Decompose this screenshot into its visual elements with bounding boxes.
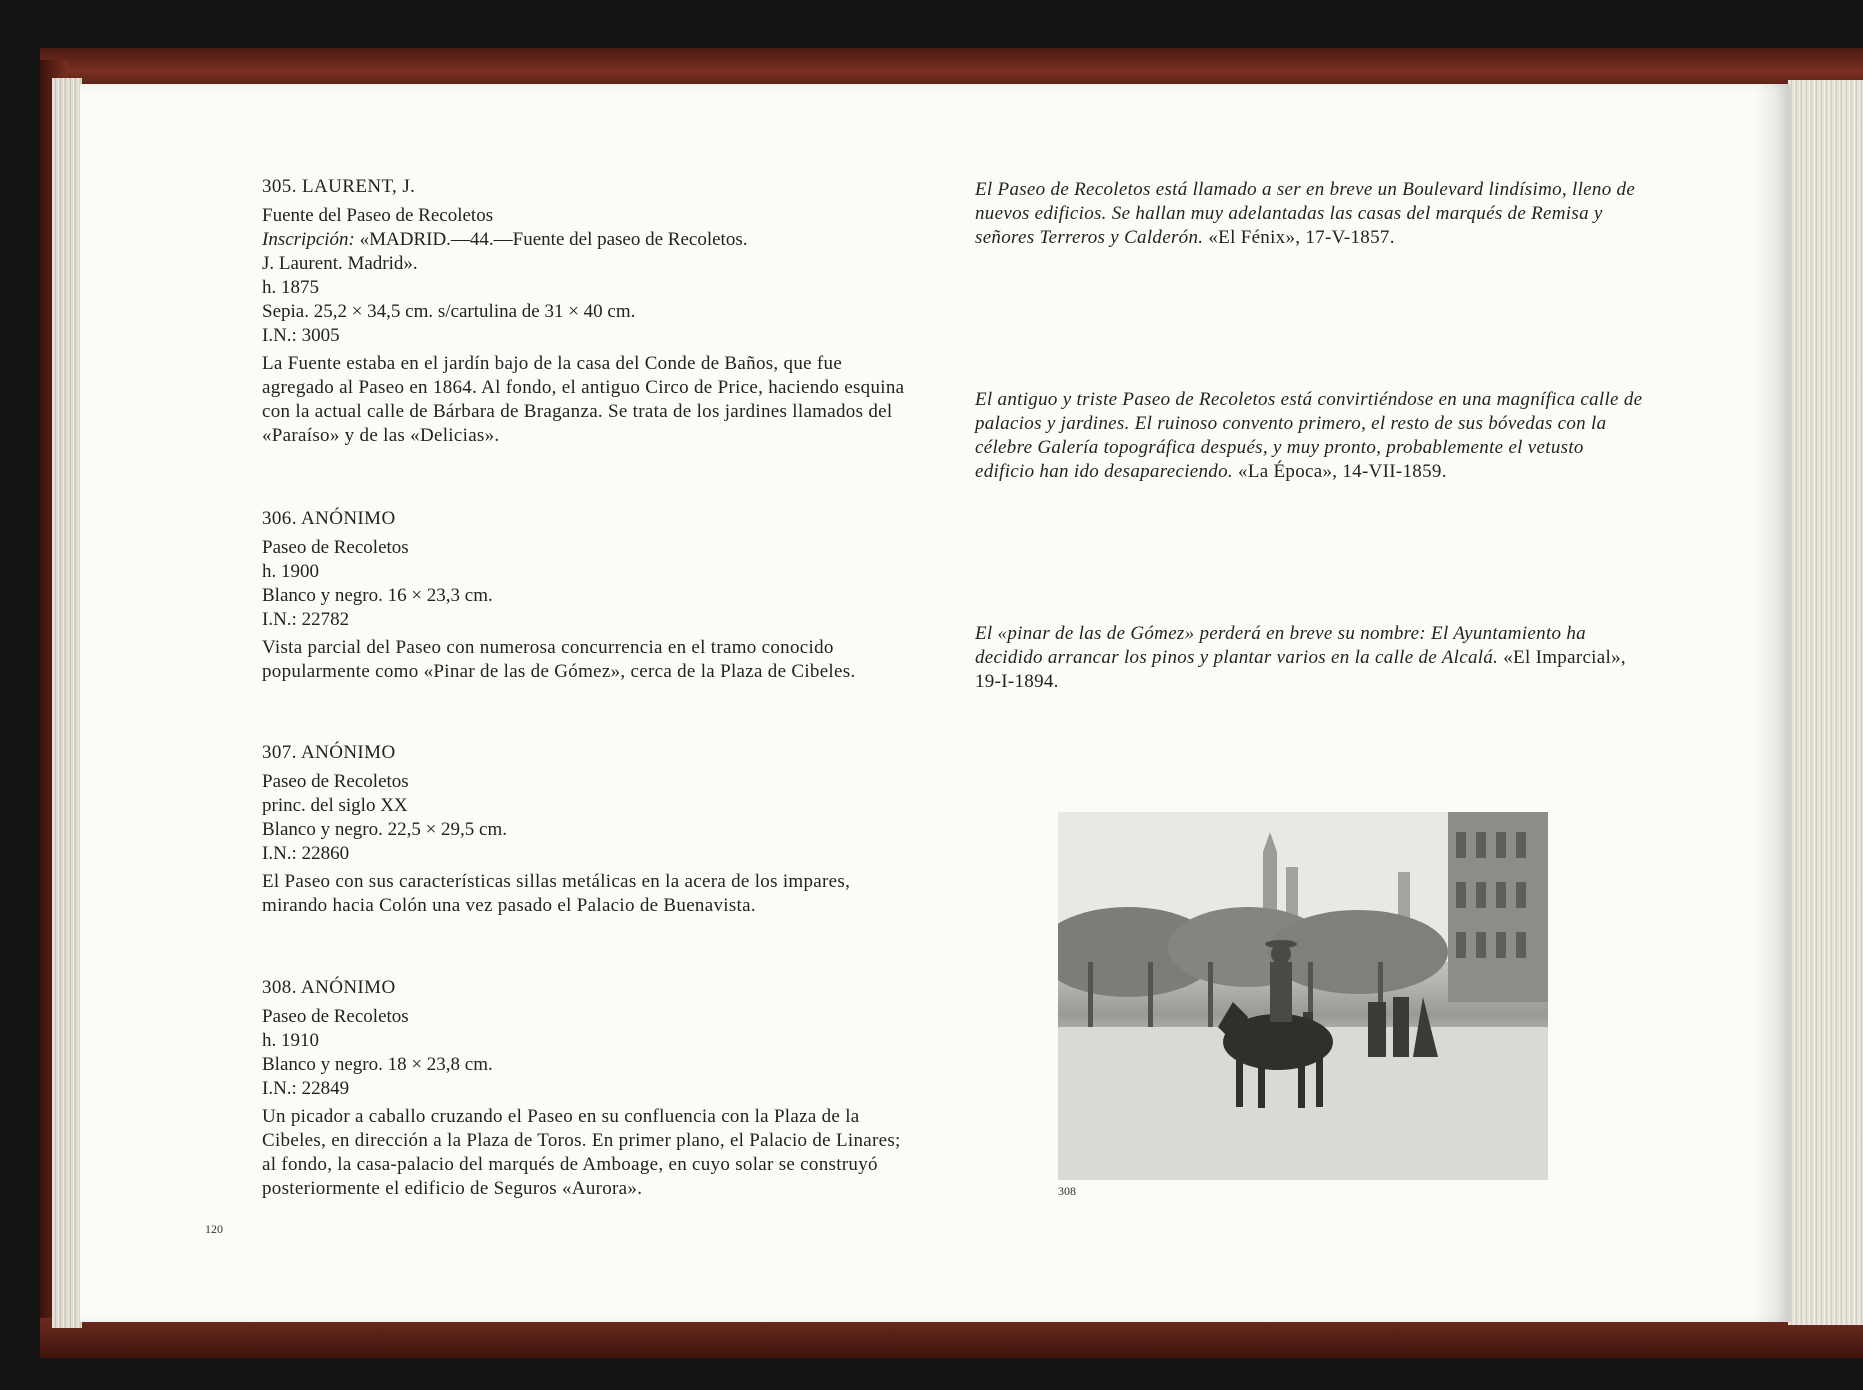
entry-date: h. 1900 xyxy=(262,561,319,582)
quote-source: «La Época», 14-VII-1859. xyxy=(1232,461,1447,482)
photo-illustration xyxy=(1058,812,1548,1180)
inscription-label: Inscripción: xyxy=(262,229,355,250)
quote-source: «El Fénix», 17-V-1857. xyxy=(1203,227,1395,248)
quote-source: «El Imparcial», 19-I-1894. xyxy=(975,647,1626,692)
press-quote-3 xyxy=(975,622,1645,694)
entry-medium: Blanco y negro. 22,5 × 29,5 cm. xyxy=(262,819,508,840)
page-gutter-shadow xyxy=(1755,84,1790,1322)
entry-description: Un picador a caballo cruzando el Paseo en su confluencia con la Plaza de la Cibeles, en dirección a la Plaza de Toros. En primer plano, el Palacio de Linares; al fondo, la casa-palacio del marqués de Amboage, en cuyo solar se construyó posteriormente el edificio de Seguros «Aurora». xyxy=(262,1106,901,1199)
photograph-picador-on-horse xyxy=(1058,812,1548,1180)
entry-inventory: I.N.: 22782 xyxy=(262,609,350,630)
entry-title: Paseo de Recoletos xyxy=(262,537,409,558)
entry-inventory: I.N.: 3005 xyxy=(262,325,340,346)
entry-date: princ. del siglo XX xyxy=(262,795,408,816)
entry-title: Paseo de Recoletos xyxy=(262,1006,409,1027)
catalog-entry-307 xyxy=(262,742,922,918)
quote-text: El Paseo de Recoletos está llamado a ser en breve un Boulevard lindísimo, lleno de nuevos edificios. Se hallan muy adelantadas las casas del marqués de Remisa y señores Terreros y Calderón. xyxy=(975,179,1636,248)
entry-inscription xyxy=(262,228,922,252)
book-cover-bottom xyxy=(40,1318,1863,1358)
inscription-text: «MADRID.—44.—Fuente del paseo de Recoletos. xyxy=(359,229,748,250)
entry-description: El Paseo con sus características sillas metálicas en la acera de los impares, mirando hacia Colón una vez pasado el Palacio de Buenavista. xyxy=(262,871,851,916)
entry-title: Paseo de Recoletos xyxy=(262,771,409,792)
entry-heading: 305. LAURENT, J. xyxy=(262,176,416,197)
entry-date: h. 1875 xyxy=(262,277,319,298)
press-quote-2 xyxy=(975,388,1645,484)
quote-text: El «pinar de las de Gómez» perderá en breve su nombre: El Ayuntamiento ha decidido arrancar los pinos y plantar varios en la calle de Alcalá. xyxy=(975,623,1586,668)
entry-medium: Blanco y negro. 18 × 23,8 cm. xyxy=(262,1054,493,1075)
entry-description: La Fuente estaba en el jardín bajo de la casa del Conde de Baños, que fue agregado al Paseo en 1864. Al fondo, el antiguo Circo de Price, haciendo esquina con la actual calle de Bárbara de Braganza. Se trata de los jardines llamados del «Paraíso» y de las «Delicias». xyxy=(262,353,905,446)
entry-heading: 308. ANÓNIMO xyxy=(262,977,396,998)
quote-text: El antiguo y triste Paseo de Recoletos está convirtiéndose en una magnífica calle de palacios y jardines. El ruinoso convento primero, el resto de sus bóvedas con la célebre Galería topográfica después, y muy pronto, probablemente el vetusto edificio han ido desapareciendo. xyxy=(975,389,1643,482)
book-cover-top xyxy=(40,48,1863,86)
page-edges-right xyxy=(1788,80,1863,1325)
inscription-continuation: J. Laurent. Madrid». xyxy=(262,253,418,274)
press-quote-1 xyxy=(975,178,1645,250)
page-edges-left xyxy=(52,78,82,1328)
entry-heading: 306. ANÓNIMO xyxy=(262,508,396,529)
entry-description: Vista parcial del Paseo con numerosa concurrencia en el tramo conocido popularmente como «Pinar de las de Gómez», cerca de la Plaza de Cibeles. xyxy=(262,637,856,682)
entry-title: Fuente del Paseo de Recoletos xyxy=(262,205,494,226)
entry-medium: Blanco y negro. 16 × 23,3 cm. xyxy=(262,585,493,606)
page-number: 120 xyxy=(205,1222,223,1236)
entry-heading: 307. ANÓNIMO xyxy=(262,742,396,763)
catalog-entry-308 xyxy=(262,977,922,1201)
catalog-entry-305 xyxy=(262,176,922,448)
entry-date: h. 1910 xyxy=(262,1030,319,1051)
catalog-entry-306 xyxy=(262,508,922,684)
entry-inventory: I.N.: 22860 xyxy=(262,843,350,864)
photo-caption: 308 xyxy=(1058,1184,1076,1198)
entry-medium: Sepia. 25,2 × 34,5 cm. s/cartulina de 31 × 40 cm. xyxy=(262,301,636,322)
entry-inventory: I.N.: 22849 xyxy=(262,1078,350,1099)
